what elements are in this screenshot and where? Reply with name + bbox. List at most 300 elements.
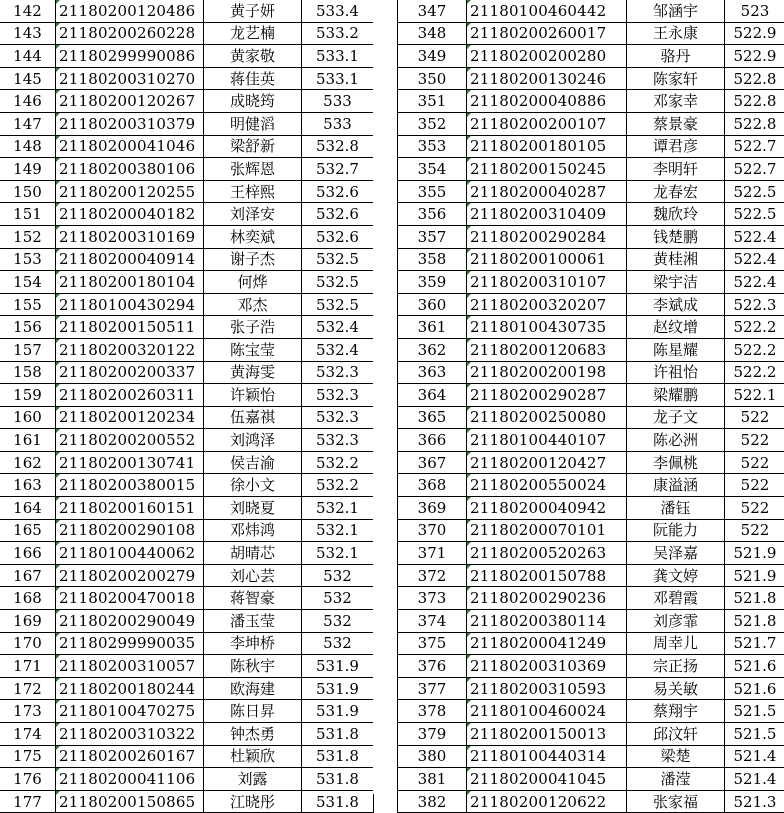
score-cell[interactable]: 531.8 — [302, 745, 374, 768]
student-name-cell[interactable]: 陈家轩 — [627, 67, 725, 90]
student-name-cell[interactable]: 成晓筠 — [204, 90, 302, 113]
student-id-cell[interactable]: 21180200310593 — [467, 677, 627, 700]
student-name-cell[interactable]: 陈秋宇 — [204, 655, 302, 678]
student-id-cell[interactable]: 21180200100061 — [467, 248, 627, 271]
rank-cell[interactable]: 378 — [398, 700, 467, 723]
student-name-cell[interactable]: 康溢涵 — [627, 474, 725, 497]
student-id-cell[interactable]: 21180200150511 — [56, 316, 204, 339]
student-name-cell[interactable]: 钟杰勇 — [204, 723, 302, 746]
student-id-cell[interactable]: 21180200380015 — [56, 474, 204, 497]
score-cell[interactable]: 521.8 — [725, 587, 784, 610]
student-name-cell[interactable]: 谭君彦 — [627, 135, 725, 158]
score-cell[interactable]: 532.3 — [302, 429, 374, 452]
rank-cell[interactable]: 369 — [398, 497, 467, 520]
score-cell[interactable]: 522.9 — [725, 45, 784, 68]
rank-cell[interactable]: 364 — [398, 384, 467, 407]
score-cell[interactable]: 532.5 — [302, 248, 374, 271]
student-id-cell[interactable]: 21180200200337 — [56, 361, 204, 384]
student-id-cell[interactable]: 21180200200552 — [56, 429, 204, 452]
student-name-cell[interactable]: 梁舒新 — [204, 135, 302, 158]
student-id-cell[interactable]: 21180200290049 — [56, 610, 204, 633]
student-name-cell[interactable]: 宗正扬 — [627, 655, 725, 678]
score-cell[interactable]: 522.4 — [725, 248, 784, 271]
student-id-cell[interactable]: 21180200120267 — [56, 90, 204, 113]
student-name-cell[interactable]: 邓家幸 — [627, 90, 725, 113]
score-cell[interactable]: 533.4 — [302, 0, 374, 22]
student-name-cell[interactable]: 黄桂湘 — [627, 248, 725, 271]
student-name-cell[interactable]: 易关敏 — [627, 677, 725, 700]
student-id-cell[interactable]: 21180200290284 — [467, 225, 627, 248]
score-cell[interactable]: 532.4 — [302, 338, 374, 361]
student-name-cell[interactable]: 李佩桃 — [627, 451, 725, 474]
student-name-cell[interactable]: 邓炜鸿 — [204, 519, 302, 542]
student-id-cell[interactable]: 21180200150245 — [467, 158, 627, 181]
rank-cell[interactable]: 171 — [0, 655, 56, 678]
rank-cell[interactable]: 165 — [0, 519, 56, 542]
student-id-cell[interactable]: 21180200040182 — [56, 203, 204, 226]
rank-cell[interactable]: 173 — [0, 700, 56, 723]
ranking-table-left — [0, 0, 374, 813]
score-cell[interactable]: 533.2 — [302, 22, 374, 45]
rank-cell[interactable]: 148 — [0, 135, 56, 158]
score-cell[interactable]: 522.2 — [725, 361, 784, 384]
student-id-cell[interactable]: 21180200041106 — [56, 768, 204, 791]
score-cell[interactable]: 531.8 — [302, 768, 374, 791]
score-cell[interactable]: 521.5 — [725, 723, 784, 746]
student-id-cell[interactable]: 21180200320122 — [56, 338, 204, 361]
student-id-cell[interactable]: 21180200120234 — [56, 406, 204, 429]
rank-cell[interactable]: 371 — [398, 542, 467, 565]
student-name-cell[interactable]: 龙子文 — [627, 406, 725, 429]
student-name-cell[interactable]: 欧海建 — [204, 677, 302, 700]
rank-cell[interactable]: 377 — [398, 677, 467, 700]
score-cell[interactable]: 532 — [302, 564, 374, 587]
student-id-cell[interactable]: 21180200310270 — [56, 67, 204, 90]
student-name-cell[interactable]: 陈星耀 — [627, 338, 725, 361]
student-name-cell[interactable]: 侯吉渝 — [204, 451, 302, 474]
score-cell[interactable]: 522.3 — [725, 293, 784, 316]
rank-cell[interactable]: 164 — [0, 497, 56, 520]
student-name-cell[interactable]: 李明轩 — [627, 158, 725, 181]
student-id-cell[interactable]: 21180200160151 — [56, 497, 204, 520]
student-name-cell[interactable]: 胡晴芯 — [204, 542, 302, 565]
table-row — [398, 67, 784, 90]
student-name-cell[interactable]: 陈必洲 — [627, 429, 725, 452]
score-cell[interactable]: 531.8 — [302, 723, 374, 746]
student-name-cell[interactable]: 刘晓夏 — [204, 497, 302, 520]
score-cell[interactable]: 532.1 — [302, 519, 374, 542]
rank-cell[interactable]: 168 — [0, 587, 56, 610]
student-name-cell[interactable]: 明健滔 — [204, 112, 302, 135]
score-cell[interactable]: 532.1 — [302, 497, 374, 520]
student-id-cell[interactable]: 21180299990086 — [56, 45, 204, 68]
student-name-cell[interactable]: 钱楚鹏 — [627, 225, 725, 248]
student-id-cell[interactable]: 21180200310107 — [467, 271, 627, 294]
student-name-cell[interactable]: 张家福 — [627, 790, 725, 813]
student-id-cell[interactable]: 21180200380114 — [467, 610, 627, 633]
student-id-cell[interactable]: 21180200040287 — [467, 180, 627, 203]
student-name-cell[interactable]: 江晓彤 — [204, 790, 302, 813]
score-cell[interactable]: 521.9 — [725, 542, 784, 565]
score-cell[interactable]: 522 — [725, 474, 784, 497]
rank-cell[interactable]: 381 — [398, 768, 467, 791]
table-row — [398, 180, 784, 203]
score-cell[interactable]: 522.8 — [725, 90, 784, 113]
student-id-cell[interactable]: 21180200041249 — [467, 632, 627, 655]
rank-cell[interactable]: 351 — [398, 90, 467, 113]
student-name-cell[interactable]: 周幸儿 — [627, 632, 725, 655]
score-cell[interactable]: 522.4 — [725, 225, 784, 248]
score-cell[interactable]: 522.5 — [725, 180, 784, 203]
student-name-cell[interactable]: 梁楚 — [627, 745, 725, 768]
rank-cell[interactable]: 177 — [0, 790, 56, 813]
student-id-cell[interactable]: 21180100470275 — [56, 700, 204, 723]
student-id-cell[interactable]: 21180100430294 — [56, 293, 204, 316]
rank-cell[interactable]: 348 — [398, 22, 467, 45]
student-id-cell[interactable]: 21180200310379 — [56, 112, 204, 135]
score-cell[interactable]: 522 — [725, 451, 784, 474]
score-cell[interactable]: 531.9 — [302, 700, 374, 723]
score-cell[interactable]: 533 — [302, 90, 374, 113]
student-name-cell[interactable]: 蔡景豪 — [627, 112, 725, 135]
student-name-cell[interactable]: 骆丹 — [627, 45, 725, 68]
rank-cell[interactable]: 354 — [398, 158, 467, 181]
student-id-cell[interactable]: 21180100440314 — [467, 745, 627, 768]
rank-cell[interactable]: 172 — [0, 677, 56, 700]
student-name-cell[interactable]: 李斌成 — [627, 293, 725, 316]
student-id-cell[interactable]: 21180200310169 — [56, 225, 204, 248]
student-id-cell[interactable]: 21180200310369 — [467, 655, 627, 678]
rank-cell[interactable]: 158 — [0, 361, 56, 384]
student-id-cell[interactable]: 21180200320207 — [467, 293, 627, 316]
rank-cell[interactable]: 373 — [398, 587, 467, 610]
student-name-cell[interactable]: 陈日昇 — [204, 700, 302, 723]
score-cell[interactable]: 522 — [725, 519, 784, 542]
student-name-cell[interactable]: 林奕斌 — [204, 225, 302, 248]
rank-cell[interactable]: 368 — [398, 474, 467, 497]
student-name-cell[interactable]: 刘鸿泽 — [204, 429, 302, 452]
student-name-cell[interactable]: 刘彦霏 — [627, 610, 725, 633]
score-cell[interactable]: 532.8 — [302, 135, 374, 158]
rank-cell[interactable]: 350 — [398, 67, 467, 90]
student-id-cell[interactable]: 21180200260311 — [56, 384, 204, 407]
student-id-cell[interactable]: 21180200260167 — [56, 745, 204, 768]
score-cell[interactable]: 521.3 — [725, 790, 784, 813]
rank-cell[interactable]: 372 — [398, 564, 467, 587]
rank-cell[interactable]: 366 — [398, 429, 467, 452]
score-cell[interactable]: 521.8 — [725, 610, 784, 633]
rank-cell[interactable]: 143 — [0, 22, 56, 45]
student-id-cell[interactable]: 21180200180104 — [56, 271, 204, 294]
rank-cell[interactable]: 167 — [0, 564, 56, 587]
student-name-cell[interactable]: 邱汶轩 — [627, 723, 725, 746]
score-cell[interactable]: 532 — [302, 587, 374, 610]
rank-cell[interactable]: 156 — [0, 316, 56, 339]
score-cell[interactable]: 521.6 — [725, 677, 784, 700]
student-id-cell[interactable]: 21180200200279 — [56, 564, 204, 587]
rank-cell[interactable]: 175 — [0, 745, 56, 768]
student-name-cell[interactable]: 梁宇洁 — [627, 271, 725, 294]
table-row — [0, 203, 374, 226]
score-cell[interactable]: 532 — [302, 632, 374, 655]
student-name-cell[interactable]: 许祖怡 — [627, 361, 725, 384]
rank-cell[interactable]: 151 — [0, 203, 56, 226]
table-row — [398, 248, 784, 271]
rank-cell[interactable]: 379 — [398, 723, 467, 746]
student-name-cell[interactable]: 阮能力 — [627, 519, 725, 542]
student-name-cell[interactable]: 蔡翔宇 — [627, 700, 725, 723]
table-row — [398, 90, 784, 113]
score-cell[interactable]: 532.1 — [302, 542, 374, 565]
student-id-cell[interactable]: 21180200250080 — [467, 406, 627, 429]
rank-cell[interactable]: 363 — [398, 361, 467, 384]
score-cell[interactable]: 532.3 — [302, 384, 374, 407]
score-cell[interactable]: 522 — [725, 429, 784, 452]
score-cell[interactable]: 532.2 — [302, 474, 374, 497]
student-name-cell[interactable]: 蒋佳英 — [204, 67, 302, 90]
student-name-cell[interactable]: 蒋智豪 — [204, 587, 302, 610]
student-name-cell[interactable]: 赵纹增 — [627, 316, 725, 339]
score-cell[interactable]: 532.6 — [302, 225, 374, 248]
student-id-cell[interactable]: 21180299990035 — [56, 632, 204, 655]
rank-cell[interactable]: 349 — [398, 45, 467, 68]
rank-cell[interactable]: 360 — [398, 293, 467, 316]
score-cell[interactable]: 521.9 — [725, 564, 784, 587]
student-name-cell[interactable]: 伍嘉祺 — [204, 406, 302, 429]
student-name-cell[interactable]: 邓碧霞 — [627, 587, 725, 610]
score-cell[interactable]: 521.7 — [725, 632, 784, 655]
student-id-cell[interactable]: 21180200150865 — [56, 790, 204, 813]
score-cell[interactable]: 533.1 — [302, 67, 374, 90]
rank-cell[interactable]: 374 — [398, 610, 467, 633]
student-id-cell[interactable]: 21180200470018 — [56, 587, 204, 610]
score-cell[interactable]: 532 — [302, 610, 374, 633]
student-id-cell[interactable]: 21180100440107 — [467, 429, 627, 452]
score-cell[interactable]: 531.8 — [302, 790, 374, 813]
student-name-cell[interactable]: 黄子妍 — [204, 0, 302, 22]
student-name-cell[interactable]: 徐小文 — [204, 474, 302, 497]
student-id-cell[interactable]: 21180200040942 — [467, 497, 627, 520]
rank-cell[interactable]: 376 — [398, 655, 467, 678]
student-name-cell[interactable]: 龙艺楠 — [204, 22, 302, 45]
student-name-cell[interactable]: 梁耀鹏 — [627, 384, 725, 407]
student-id-cell[interactable]: 21180200070101 — [467, 519, 627, 542]
table-row — [398, 22, 784, 45]
rank-cell[interactable]: 170 — [0, 632, 56, 655]
student-name-cell[interactable]: 潘玉莹 — [204, 610, 302, 633]
student-name-cell[interactable]: 刘露 — [204, 768, 302, 791]
score-cell[interactable]: 531.9 — [302, 677, 374, 700]
rank-cell[interactable]: 357 — [398, 225, 467, 248]
student-name-cell[interactable]: 王永康 — [627, 22, 725, 45]
rank-cell[interactable]: 146 — [0, 90, 56, 113]
score-cell[interactable]: 532.7 — [302, 158, 374, 181]
score-cell[interactable]: 532.2 — [302, 451, 374, 474]
rank-cell[interactable]: 147 — [0, 112, 56, 135]
score-cell[interactable]: 532.4 — [302, 316, 374, 339]
student-id-cell[interactable]: 21180200120622 — [467, 790, 627, 813]
score-cell[interactable]: 531.9 — [302, 655, 374, 678]
rank-cell[interactable]: 370 — [398, 519, 467, 542]
student-id-cell[interactable]: 21180200550024 — [467, 474, 627, 497]
score-cell[interactable]: 533 — [302, 112, 374, 135]
student-name-cell[interactable]: 许颖怡 — [204, 384, 302, 407]
student-id-cell[interactable]: 21180200120683 — [467, 338, 627, 361]
student-id-cell[interactable]: 21180200120255 — [56, 180, 204, 203]
student-name-cell[interactable]: 刘心芸 — [204, 564, 302, 587]
student-id-cell[interactable]: 21180200260017 — [467, 22, 627, 45]
score-cell[interactable]: 521.4 — [725, 768, 784, 791]
rank-cell[interactable]: 162 — [0, 451, 56, 474]
student-name-cell[interactable]: 李坤桥 — [204, 632, 302, 655]
student-id-cell[interactable]: 21180200150788 — [467, 564, 627, 587]
rank-cell[interactable]: 149 — [0, 158, 56, 181]
score-cell[interactable]: 522.9 — [725, 22, 784, 45]
student-name-cell[interactable]: 邓杰 — [204, 293, 302, 316]
rank-cell[interactable]: 145 — [0, 67, 56, 90]
rank-cell[interactable]: 355 — [398, 180, 467, 203]
score-cell[interactable]: 532.5 — [302, 271, 374, 294]
rank-cell[interactable]: 361 — [398, 316, 467, 339]
student-id-cell[interactable]: 21180200290236 — [467, 587, 627, 610]
student-name-cell[interactable]: 谢子杰 — [204, 248, 302, 271]
score-cell[interactable]: 532.5 — [302, 293, 374, 316]
student-id-cell[interactable]: 21180200130741 — [56, 451, 204, 474]
student-id-cell[interactable]: 21180200290108 — [56, 519, 204, 542]
student-name-cell[interactable]: 张子浩 — [204, 316, 302, 339]
student-id-cell[interactable]: 21180200380106 — [56, 158, 204, 181]
rank-cell[interactable]: 382 — [398, 790, 467, 813]
student-name-cell[interactable]: 王梓熙 — [204, 180, 302, 203]
rank-cell[interactable]: 365 — [398, 406, 467, 429]
student-id-cell[interactable]: 21180200130246 — [467, 67, 627, 90]
score-cell[interactable]: 523 — [725, 0, 784, 22]
score-cell[interactable]: 532.6 — [302, 180, 374, 203]
score-cell[interactable]: 522.4 — [725, 271, 784, 294]
rank-cell[interactable]: 358 — [398, 248, 467, 271]
student-id-cell[interactable]: 21180200040914 — [56, 248, 204, 271]
student-id-cell[interactable]: 21180200310322 — [56, 723, 204, 746]
student-id-cell[interactable]: 21180100440062 — [56, 542, 204, 565]
score-cell[interactable]: 533.1 — [302, 45, 374, 68]
student-id-cell[interactable]: 21180200120486 — [56, 0, 204, 22]
score-cell[interactable]: 522.8 — [725, 112, 784, 135]
rank-cell[interactable]: 375 — [398, 632, 467, 655]
table-row — [398, 723, 784, 746]
rank-cell[interactable]: 157 — [0, 338, 56, 361]
student-name-cell[interactable]: 杜颖欣 — [204, 745, 302, 768]
student-name-cell[interactable]: 邹涵宇 — [627, 0, 725, 22]
rank-cell[interactable]: 152 — [0, 225, 56, 248]
table-row — [398, 429, 784, 452]
student-id-cell[interactable]: 21180200200198 — [467, 361, 627, 384]
score-cell[interactable]: 522.2 — [725, 316, 784, 339]
student-id-cell[interactable]: 21180200040886 — [467, 90, 627, 113]
rank-cell[interactable]: 161 — [0, 429, 56, 452]
student-name-cell[interactable]: 张辉恩 — [204, 158, 302, 181]
score-cell[interactable]: 521.5 — [725, 700, 784, 723]
rank-cell[interactable]: 144 — [0, 45, 56, 68]
score-cell[interactable]: 522.5 — [725, 203, 784, 226]
rank-cell[interactable]: 174 — [0, 723, 56, 746]
rank-cell[interactable]: 169 — [0, 610, 56, 633]
student-name-cell[interactable]: 龙春宏 — [627, 180, 725, 203]
student-id-cell[interactable]: 21180200120427 — [467, 451, 627, 474]
score-cell[interactable]: 521.4 — [725, 745, 784, 768]
student-id-cell[interactable]: 21180200260228 — [56, 22, 204, 45]
student-name-cell[interactable]: 陈宝莹 — [204, 338, 302, 361]
student-id-cell[interactable]: 21180200041046 — [56, 135, 204, 158]
rank-cell[interactable]: 356 — [398, 203, 467, 226]
rank-cell[interactable]: 150 — [0, 180, 56, 203]
rank-cell[interactable]: 353 — [398, 135, 467, 158]
student-name-cell[interactable]: 潘滢 — [627, 768, 725, 791]
score-cell[interactable]: 522 — [725, 497, 784, 520]
rank-cell[interactable]: 176 — [0, 768, 56, 791]
score-cell[interactable]: 522.7 — [725, 158, 784, 181]
student-id-cell[interactable]: 21180200180244 — [56, 677, 204, 700]
table-row — [0, 768, 374, 791]
rank-cell[interactable]: 166 — [0, 542, 56, 565]
score-cell[interactable]: 522.2 — [725, 338, 784, 361]
student-name-cell[interactable]: 何烨 — [204, 271, 302, 294]
rank-cell[interactable]: 163 — [0, 474, 56, 497]
rank-cell[interactable]: 347 — [398, 0, 467, 22]
rank-cell[interactable]: 359 — [398, 271, 467, 294]
student-id-cell[interactable]: 21180200200107 — [467, 112, 627, 135]
rank-cell[interactable]: 352 — [398, 112, 467, 135]
rank-cell[interactable]: 153 — [0, 248, 56, 271]
score-cell[interactable]: 532.3 — [302, 406, 374, 429]
student-id-cell[interactable]: 21180200310409 — [467, 203, 627, 226]
rank-cell[interactable]: 142 — [0, 0, 56, 22]
student-name-cell[interactable]: 黄家敬 — [204, 45, 302, 68]
rank-cell[interactable]: 380 — [398, 745, 467, 768]
student-id-cell[interactable]: 21180200520263 — [467, 542, 627, 565]
rank-cell[interactable]: 154 — [0, 271, 56, 294]
rank-cell[interactable]: 159 — [0, 384, 56, 407]
student-name-cell[interactable]: 魏欣玲 — [627, 203, 725, 226]
student-id-cell[interactable]: 21180200200280 — [467, 45, 627, 68]
table-row — [0, 45, 374, 68]
score-cell[interactable]: 522 — [725, 406, 784, 429]
table-row — [0, 700, 374, 723]
student-name-cell[interactable]: 龚文婷 — [627, 564, 725, 587]
score-cell[interactable]: 532.6 — [302, 203, 374, 226]
score-cell[interactable]: 522.1 — [725, 384, 784, 407]
rank-cell[interactable]: 367 — [398, 451, 467, 474]
student-id-cell[interactable]: 21180200150013 — [467, 723, 627, 746]
score-cell[interactable]: 522.7 — [725, 135, 784, 158]
student-id-cell[interactable]: 21180200310057 — [56, 655, 204, 678]
rank-cell[interactable]: 160 — [0, 406, 56, 429]
score-cell[interactable]: 522.8 — [725, 67, 784, 90]
student-name-cell[interactable]: 刘泽安 — [204, 203, 302, 226]
score-cell[interactable]: 532.3 — [302, 361, 374, 384]
rank-cell[interactable]: 362 — [398, 338, 467, 361]
student-name-cell[interactable]: 黄海雯 — [204, 361, 302, 384]
student-id-cell[interactable]: 21180200041045 — [467, 768, 627, 791]
rank-cell[interactable]: 155 — [0, 293, 56, 316]
student-id-cell[interactable]: 21180100460024 — [467, 700, 627, 723]
student-id-cell[interactable]: 21180100430735 — [467, 316, 627, 339]
student-name-cell[interactable]: 潘钰 — [627, 497, 725, 520]
student-id-cell[interactable]: 21180200290287 — [467, 384, 627, 407]
student-id-cell[interactable]: 21180100460442 — [467, 0, 627, 22]
score-cell[interactable]: 521.6 — [725, 655, 784, 678]
student-id-cell[interactable]: 21180200180105 — [467, 135, 627, 158]
student-name-cell[interactable]: 吴泽嘉 — [627, 542, 725, 565]
